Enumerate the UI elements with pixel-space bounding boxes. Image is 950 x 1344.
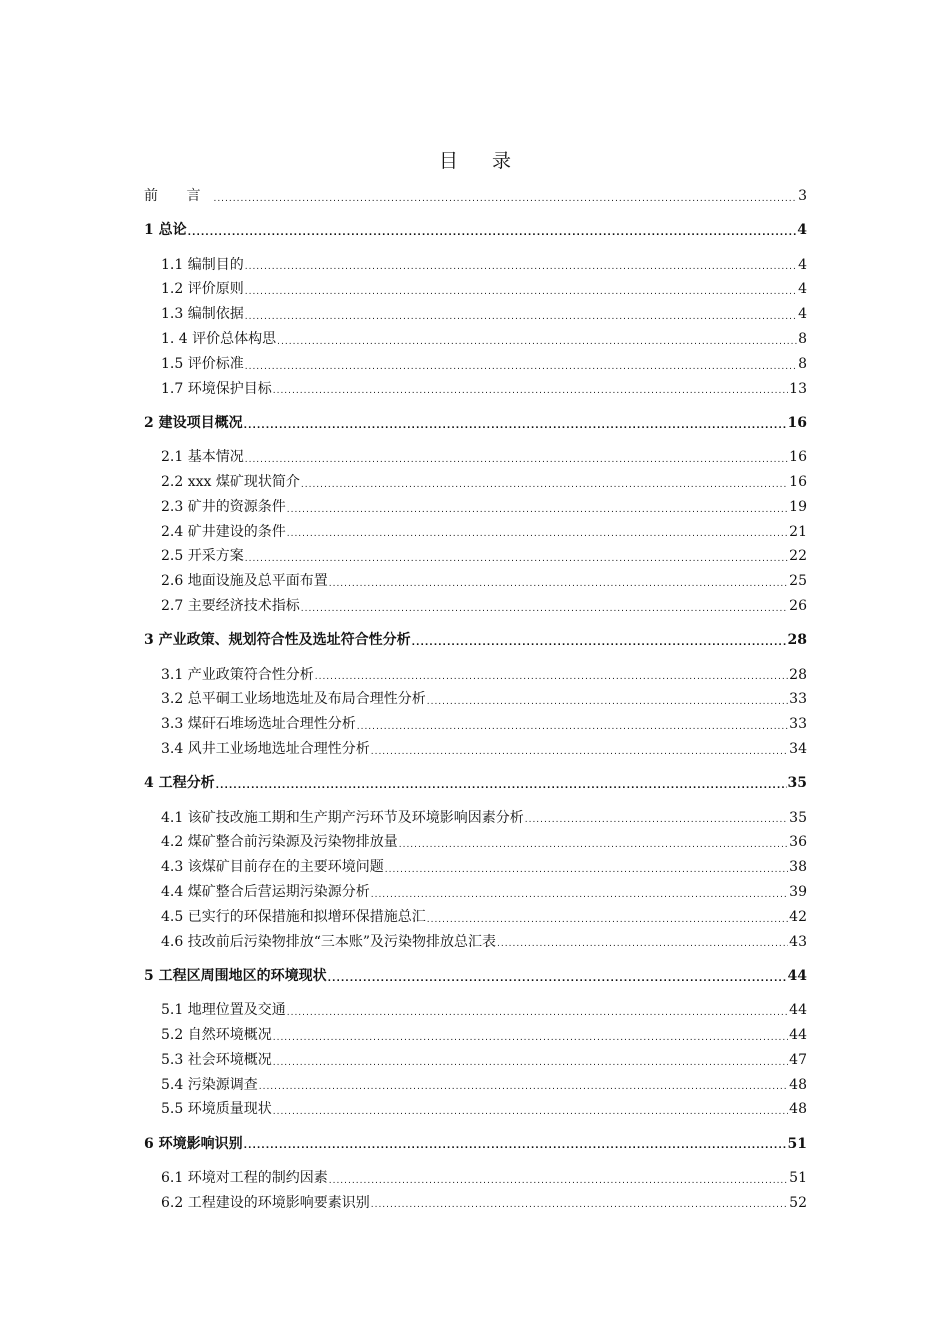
toc-entry-page-number: 21 — [789, 523, 807, 540]
toc-entry-label: 5 工程区周围地区的环境现状 — [144, 967, 327, 984]
toc-entry-page-number: 28 — [787, 632, 807, 649]
table-of-contents — [144, 184, 807, 1215]
dot-leader — [385, 860, 788, 880]
toc-entry-page-number: 48 — [789, 1101, 807, 1118]
toc-entry-label: 2.2 xxx 煤矿现状简介 — [161, 473, 300, 490]
toc-entry-label: 3.1 产业政策符合性分析 — [161, 666, 314, 683]
dot-leader — [273, 1028, 788, 1048]
toc-entry-label: 4.3 该煤矿目前存在的主要环境问题 — [161, 859, 384, 876]
toc-entry-label: 4.4 煤矿整合后营运期污染源分析 — [161, 883, 370, 900]
toc-entry-page-number: 44 — [789, 1026, 807, 1043]
toc-entry-label: 3.2 总平硐工业场地选址及布局合理性分析 — [161, 691, 426, 708]
toc-entry-page-number: 34 — [789, 740, 807, 757]
toc-entry-page-number: 8 — [798, 330, 807, 347]
toc-entry[interactable] — [144, 737, 807, 762]
dot-leader — [357, 717, 788, 737]
toc-entry-page-number: 28 — [789, 666, 807, 683]
toc-entry-page-number: 42 — [789, 908, 807, 925]
toc-entry-page-number: 52 — [789, 1194, 807, 1211]
dot-leader — [427, 692, 788, 712]
toc-chapter-entry[interactable] — [144, 628, 807, 653]
dot-leader — [259, 1077, 788, 1097]
toc-entry[interactable] — [144, 880, 807, 905]
dot-leader — [245, 282, 797, 302]
toc-entry[interactable] — [144, 663, 807, 688]
toc-entry-page-number: 3 — [798, 188, 807, 204]
toc-entry[interactable] — [144, 445, 807, 470]
dot-leader — [245, 357, 797, 377]
toc-entry-page-number: 48 — [789, 1076, 807, 1093]
toc-entry-page-number: 47 — [789, 1051, 807, 1068]
toc-entry-page-number: 36 — [789, 834, 807, 851]
dot-leader — [371, 1195, 788, 1215]
toc-entry[interactable] — [144, 930, 807, 955]
toc-entry-page-number: 51 — [789, 1169, 807, 1186]
toc-entry-page-number: 4 — [798, 306, 807, 323]
toc-entry-label: 4 工程分析 — [144, 775, 215, 792]
toc-entry-page-number: 22 — [789, 548, 807, 565]
dot-leader — [412, 633, 787, 653]
toc-entry-page-number: 35 — [789, 809, 807, 826]
dot-leader — [273, 1102, 788, 1122]
toc-entry-label: 3.4 风井工业场地选址合理性分析 — [161, 740, 370, 757]
dot-leader — [188, 223, 797, 243]
toc-entry[interactable] — [144, 712, 807, 737]
toc-entry-label: 2.1 基本情况 — [161, 449, 244, 466]
toc-entry-label: 5.1 地理位置及交通 — [161, 1002, 286, 1019]
toc-entry-page-number: 33 — [789, 716, 807, 733]
toc-entry[interactable] — [144, 377, 807, 402]
toc-entry[interactable] — [144, 544, 807, 569]
toc-entry-label: 4.1 该矿技改施工期和生产期产污环节及环境影响因素分析 — [161, 809, 524, 826]
toc-entry-page-number: 8 — [798, 355, 807, 372]
toc-entry-page-number: 16 — [787, 414, 807, 431]
dot-leader — [273, 381, 788, 401]
toc-entry-page-number: 44 — [787, 967, 807, 984]
toc-entry[interactable] — [144, 470, 807, 495]
toc-entry[interactable] — [144, 184, 807, 209]
dot-leader — [329, 574, 788, 594]
toc-entry[interactable] — [144, 1097, 807, 1122]
toc-entry[interactable] — [144, 998, 807, 1023]
toc-entry-label: 1.7 环境保护目标 — [161, 380, 272, 397]
toc-entry-page-number: 38 — [789, 859, 807, 876]
toc-entry-label: 6.2 工程建设的环境影响要素识别 — [161, 1194, 370, 1211]
dot-leader — [244, 416, 787, 436]
dot-leader — [371, 885, 788, 905]
dot-leader — [245, 307, 797, 327]
toc-entry-label: 1.2 评价原则 — [161, 281, 244, 298]
dot-leader — [216, 776, 787, 796]
dot-leader — [328, 969, 787, 989]
dot-leader — [244, 1136, 787, 1156]
toc-entry[interactable] — [144, 277, 807, 302]
toc-entry[interactable] — [144, 302, 807, 327]
dot-leader — [245, 549, 788, 569]
toc-entry[interactable] — [144, 569, 807, 594]
toc-chapter-entry[interactable] — [144, 218, 807, 243]
toc-entry-label: 3.3 煤矸石堆场选址合理性分析 — [161, 716, 356, 733]
dot-leader — [287, 1003, 788, 1023]
toc-entry-page-number: 33 — [789, 691, 807, 708]
dot-leader — [497, 934, 788, 954]
toc-chapter-entry[interactable] — [144, 964, 807, 989]
dot-leader — [301, 599, 788, 619]
toc-chapter-entry[interactable] — [144, 411, 807, 436]
toc-entry-page-number: 51 — [787, 1135, 807, 1152]
toc-entry-label: 2.3 矿井的资源条件 — [161, 498, 286, 515]
toc-entry-label: 6 环境影响识别 — [144, 1135, 243, 1152]
toc-entry-label: 2.4 矿井建设的条件 — [161, 523, 286, 540]
toc-entry-label: 1.5 评价标准 — [161, 355, 244, 372]
toc-entry-page-number: 4 — [798, 256, 807, 273]
dot-leader — [371, 742, 788, 762]
toc-entry-page-number: 25 — [789, 573, 807, 590]
toc-entry[interactable] — [144, 1023, 807, 1048]
dot-leader — [287, 524, 788, 544]
toc-entry-label: 5.5 环境质量现状 — [161, 1101, 272, 1118]
dot-leader — [399, 835, 788, 855]
toc-entry-page-number: 26 — [789, 597, 807, 614]
toc-entry-label: 5.2 自然环境概况 — [161, 1026, 272, 1043]
toc-entry-label: 2 建设项目概况 — [144, 414, 243, 431]
toc-title: 目 录 — [438, 150, 526, 172]
toc-entry[interactable] — [144, 1073, 807, 1098]
dot-leader — [315, 667, 788, 687]
toc-entry-label: 4.2 煤矿整合前污染源及污染物排放量 — [161, 834, 398, 851]
toc-entry-page-number: 35 — [787, 775, 807, 792]
toc-entry-label: 1 总论 — [144, 222, 187, 239]
toc-entry-page-number: 16 — [789, 449, 807, 466]
toc-entry[interactable] — [144, 520, 807, 545]
toc-entry-label: 5.4 污染源调查 — [161, 1076, 258, 1093]
toc-entry[interactable] — [144, 1166, 807, 1191]
toc-entry-label: 4.6 技改前后污染物排放“三本账”及污染物排放总汇表 — [161, 933, 497, 950]
toc-entry-page-number: 16 — [789, 473, 807, 490]
toc-entry-label: 6.1 环境对工程的制约因素 — [161, 1169, 328, 1186]
toc-entry[interactable] — [144, 1191, 807, 1216]
toc-entry-page-number: 4 — [798, 281, 807, 298]
toc-entry-label: 1.1 编制目的 — [161, 256, 244, 273]
dot-leader — [245, 450, 788, 470]
toc-entry[interactable] — [144, 687, 807, 712]
toc-entry[interactable] — [144, 806, 807, 831]
toc-entry-label: 前 言 — [144, 188, 213, 204]
toc-entry-label: 2.7 主要经济技术指标 — [161, 597, 300, 614]
toc-entry-label: 1. 4 评价总体构思 — [161, 330, 277, 347]
toc-entry-label: 4.5 已实行的环保措施和拟增环保措施总汇 — [161, 908, 426, 925]
toc-entry-label: 5.3 社会环境概况 — [161, 1051, 272, 1068]
dot-leader — [301, 475, 788, 495]
dot-leader — [213, 189, 797, 209]
dot-leader — [273, 1053, 788, 1073]
dot-leader — [277, 332, 797, 352]
dot-leader — [525, 810, 788, 830]
dot-leader — [427, 910, 788, 930]
toc-entry-page-number: 39 — [789, 883, 807, 900]
toc-entry[interactable] — [144, 1048, 807, 1073]
toc-entry-page-number: 44 — [789, 1002, 807, 1019]
toc-entry[interactable] — [144, 327, 807, 352]
toc-entry-label: 2.6 地面设施及总平面布置 — [161, 573, 328, 590]
toc-entry[interactable] — [144, 594, 807, 619]
toc-entry[interactable] — [144, 905, 807, 930]
toc-entry-label: 1.3 编制依据 — [161, 306, 244, 323]
toc-entry[interactable] — [144, 830, 807, 855]
toc-entry-label: 3 产业政策、规划符合性及选址符合性分析 — [144, 632, 411, 649]
toc-chapter-entry[interactable] — [144, 771, 807, 796]
toc-entry-page-number: 43 — [789, 933, 807, 950]
toc-entry[interactable] — [144, 855, 807, 880]
toc-entry-page-number: 19 — [789, 498, 807, 515]
toc-entry[interactable] — [144, 495, 807, 520]
dot-leader — [329, 1171, 788, 1191]
toc-chapter-entry[interactable] — [144, 1132, 807, 1157]
toc-entry[interactable] — [144, 253, 807, 278]
toc-entry-label: 2.5 开采方案 — [161, 548, 244, 565]
toc-entry-page-number: 4 — [797, 222, 807, 239]
dot-leader — [245, 257, 797, 277]
toc-entry-page-number: 13 — [789, 380, 807, 397]
toc-entry[interactable] — [144, 352, 807, 377]
dot-leader — [287, 500, 788, 520]
